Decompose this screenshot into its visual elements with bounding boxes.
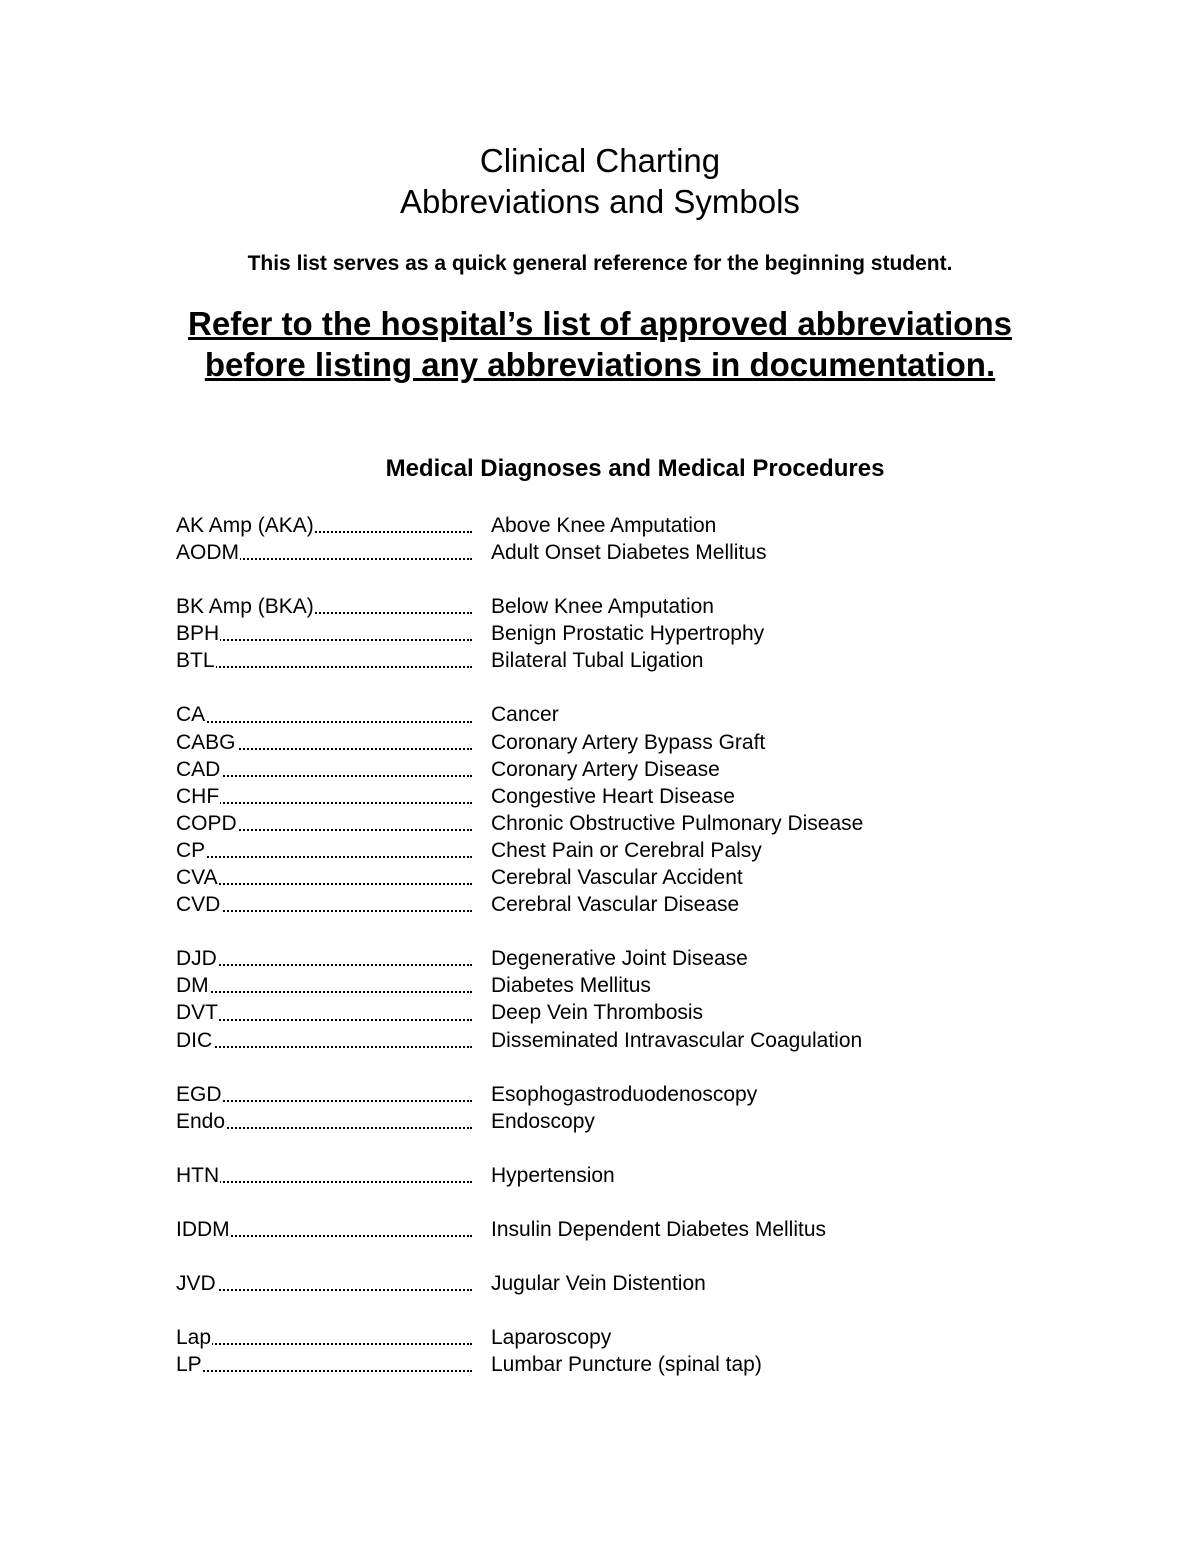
abbreviation-code: BTL [176,649,215,673]
abbreviation-group [176,1324,1076,1378]
abbreviation-term [176,512,472,539]
abbreviation-meaning: Adult Onset Diabetes Mellitus [491,541,767,565]
abbreviation-row [176,810,1076,837]
abbreviation-row [176,593,1076,620]
abbreviation-row [176,837,1076,864]
abbreviation-meaning: Coronary Artery Bypass Graft [491,730,766,754]
abbreviation-row [176,701,1076,728]
abbreviation-term [176,1216,472,1243]
dot-leader [176,856,472,858]
abbreviation-meaning: Chronic Obstructive Pulmonary Disease [491,811,864,835]
abbreviation-code: COPD [176,811,237,835]
abbreviation-code: CVA [176,866,218,890]
abbreviation-code: JVD [176,1271,216,1295]
abbreviation-term [176,756,472,783]
abbreviation-row [176,1351,1076,1378]
dot-leader [176,991,472,993]
abbreviation-term [176,539,472,566]
abbreviation-row [176,512,1076,539]
abbreviation-row [176,1081,1076,1108]
dot-leader [176,883,472,885]
abbreviation-term [176,729,472,756]
abbreviation-term [176,1351,472,1378]
abbreviation-term [176,1108,472,1135]
abbreviation-row [176,1027,1076,1054]
abbreviation-list [176,512,1076,1405]
abbreviation-code: IDDM [176,1217,230,1241]
abbreviation-row [176,945,1076,972]
document-title: Clinical Charting [479,142,721,179]
abbreviation-meaning: Endoscopy [491,1109,595,1133]
abbreviation-term [176,1162,472,1189]
abbreviation-meaning: Degenerative Joint Disease [491,947,748,971]
abbreviation-term [176,701,472,728]
abbreviation-term [176,1027,472,1054]
abbreviation-meaning: Lumbar Puncture (spinal tap) [491,1353,762,1377]
abbreviation-term [176,1270,472,1297]
abbreviation-term [176,999,472,1026]
abbreviation-code: AODM [176,541,239,565]
abbreviation-meaning: Benign Prostatic Hypertrophy [491,622,765,646]
abbreviation-term [176,972,472,999]
abbreviation-term [176,810,472,837]
dot-leader [176,1289,472,1291]
abbreviation-meaning: Hypertension [491,1163,615,1187]
abbreviation-meaning: Chest Pain or Cerebral Palsy [491,838,762,862]
abbreviation-row [176,972,1076,999]
abbreviation-code: DJD [176,947,217,971]
dot-leader [176,1181,472,1183]
abbreviation-group [176,1270,1076,1297]
abbreviation-term [176,1324,472,1351]
abbreviation-meaning: Esophogastroduodenoscopy [491,1082,758,1106]
abbreviation-group [176,1162,1076,1189]
abbreviation-row [176,647,1076,674]
dot-leader [176,964,472,966]
abbreviation-group [176,701,1076,918]
abbreviation-code: CA [176,703,206,727]
abbreviation-row [176,756,1076,783]
abbreviation-meaning: Deep Vein Thrombosis [491,1001,704,1025]
abbreviation-meaning: Cerebral Vascular Disease [491,893,740,917]
abbreviation-meaning: Laparoscopy [491,1326,612,1350]
dot-leader [176,721,472,723]
abbreviation-group [176,512,1076,566]
abbreviation-term [176,1081,472,1108]
abbreviation-term [176,647,472,674]
dot-leader [176,1343,472,1345]
abbreviation-code: HTN [176,1163,220,1187]
abbreviation-row [176,729,1076,756]
document-subtitle: Abbreviations and Symbols [400,183,800,220]
abbreviation-meaning: Congestive Heart Disease [491,784,735,808]
abbreviation-row [176,1108,1076,1135]
section-heading: Medical Diagnoses and Medical Procedures [385,455,885,482]
abbreviation-row [176,1270,1076,1297]
abbreviation-term [176,620,472,647]
abbreviation-row [176,783,1076,810]
abbreviation-code: CABG [176,730,236,754]
abbreviation-meaning: Cancer [491,703,559,727]
abbreviation-code: BPH [176,622,220,646]
abbreviation-code: BK Amp (BKA) [176,595,314,619]
abbreviation-meaning: Diabetes Mellitus [491,974,651,998]
abbreviation-code: CHF [176,784,220,808]
dot-leader [176,1019,472,1021]
abbreviation-group [176,593,1076,674]
abbreviation-meaning: Below Knee Amputation [491,595,714,619]
abbreviation-row [176,864,1076,891]
abbreviation-term [176,837,472,864]
abbreviation-code: CAD [176,757,221,781]
abbreviation-meaning: Jugular Vein Distention [491,1271,706,1295]
abbreviation-meaning: Coronary Artery Disease [491,757,720,781]
abbreviation-code: CP [176,838,206,862]
dot-leader [176,666,472,668]
abbreviation-code: LP [176,1353,202,1377]
abbreviation-meaning: Insulin Dependent Diabetes Mellitus [491,1217,827,1241]
abbreviation-term [176,864,472,891]
abbreviation-term [176,945,472,972]
dot-leader [176,639,472,641]
abbreviation-code: DIC [176,1028,213,1052]
dot-leader [176,1046,472,1048]
abbreviation-group [176,1216,1076,1243]
abbreviation-meaning: Cerebral Vascular Accident [491,866,743,890]
abbreviation-term [176,783,472,810]
abbreviation-code: EGD [176,1082,222,1106]
abbreviation-row [176,891,1076,918]
abbreviation-row [176,1216,1076,1243]
abbreviation-code: DVT [176,1001,218,1025]
dot-leader [176,1370,472,1372]
abbreviation-code: AK Amp (AKA) [176,514,314,537]
abbreviation-group [176,945,1076,1053]
warning-notice: Refer to the hospital’s list of approved abbreviations before listing any abbreviations in documentation. [188,305,1012,383]
abbreviation-term [176,891,472,918]
abbreviation-row [176,539,1076,566]
abbreviation-group [176,1081,1076,1135]
abbreviation-row [176,1162,1076,1189]
abbreviation-meaning: Bilateral Tubal Ligation [491,649,704,673]
abbreviation-row [176,999,1076,1026]
abbreviation-code: Lap [176,1326,212,1350]
abbreviation-term [176,593,472,620]
abbreviation-meaning: Above Knee Amputation [491,514,717,537]
abbreviation-meaning: Disseminated Intravascular Coagulation [491,1028,863,1052]
abbreviation-code: Endo [176,1109,226,1133]
abbreviation-code: DM [176,974,209,998]
abbreviation-code: CVD [176,893,221,917]
intro-text: This list serves as a quick general reference for the beginning student. [247,252,953,275]
dot-leader [176,802,472,804]
abbreviation-row [176,620,1076,647]
abbreviation-row [176,1324,1076,1351]
